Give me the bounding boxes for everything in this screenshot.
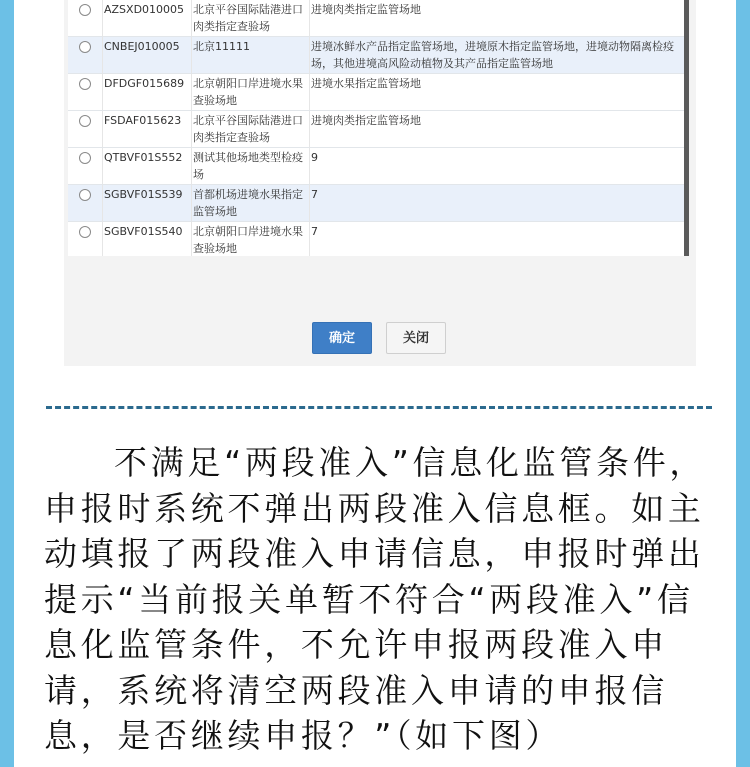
explanation-paragraph: 不满足“两段准入”信息化监管条件，申报时系统不弹出两段准入信息框。如主动填报了两段准入申请信息，申报时弹出提示“当前报关单暂不符合“两段准入”信息化监管条件，不允许申报两段准入申请，系统将清空两段准入申请的申报信息，是否继续申报？”（如下图） (44, 443, 707, 755)
site-type-cell: 9 (310, 148, 688, 185)
site-type-cell: 进境水果指定监管场地 (310, 74, 688, 111)
row-radio[interactable] (79, 226, 91, 238)
table-row[interactable] (68, 148, 688, 185)
site-name-cell: 北京朝阳口岸进境水果查验场地 (192, 222, 310, 257)
confirm-button[interactable]: 确定 (312, 322, 372, 354)
site-name-cell: 首都机场进境水果指定监管场地 (192, 185, 310, 222)
right-frame-border (736, 0, 750, 767)
row-radio[interactable] (79, 152, 91, 164)
site-name-cell: 测试其他场地类型检疫场 (192, 148, 310, 185)
close-button[interactable]: 关闭 (386, 322, 446, 354)
table-row[interactable] (68, 37, 688, 74)
row-radio[interactable] (79, 4, 91, 16)
site-name-cell: 北京平谷国际陆港进口肉类指定查验场 (192, 0, 310, 37)
table-row[interactable] (68, 0, 688, 37)
dashed-divider (46, 406, 712, 409)
row-radio[interactable] (79, 115, 91, 127)
site-code-cell: FSDAF015623 (103, 111, 192, 148)
table-row[interactable] (68, 185, 688, 222)
site-type-cell: 7 (310, 222, 688, 257)
site-type-cell: 进境冰鲜水产品指定监管场地，进境原木指定监管场地，进境动物隔离检疫场，其他进境高风险动植物及其产品指定监管场地 (310, 37, 688, 74)
site-code-cell: QTBVF01S552 (103, 148, 192, 185)
table-row[interactable] (68, 222, 688, 257)
site-name-cell: 北京朝阳口岸进境水果查验场地 (192, 74, 310, 111)
row-radio[interactable] (79, 189, 91, 201)
row-radio[interactable] (79, 78, 91, 90)
site-name-cell: 北京平谷国际陆港进口肉类指定查验场 (192, 111, 310, 148)
site-type-cell: 7 (310, 185, 688, 222)
select-site-dialog (64, 0, 696, 366)
site-code-cell: SGBVF01S539 (103, 185, 192, 222)
left-frame-border (0, 0, 14, 767)
site-name-cell: 北京11111 (192, 37, 310, 74)
site-code-cell: DFDGF015689 (103, 74, 192, 111)
site-code-cell: CNBEJ010005 (103, 37, 192, 74)
site-type-cell: 进境肉类指定监管场地 (310, 0, 688, 37)
site-table-container (68, 0, 688, 256)
site-code-cell: SGBVF01S540 (103, 222, 192, 257)
table-scrollbar[interactable] (684, 0, 689, 256)
table-row[interactable] (68, 111, 688, 148)
site-code-cell: AZSXD010005 (103, 0, 192, 37)
row-radio[interactable] (79, 41, 91, 53)
table-row[interactable] (68, 74, 688, 111)
site-type-cell: 进境肉类指定监管场地 (310, 111, 688, 148)
site-table (68, 0, 688, 256)
